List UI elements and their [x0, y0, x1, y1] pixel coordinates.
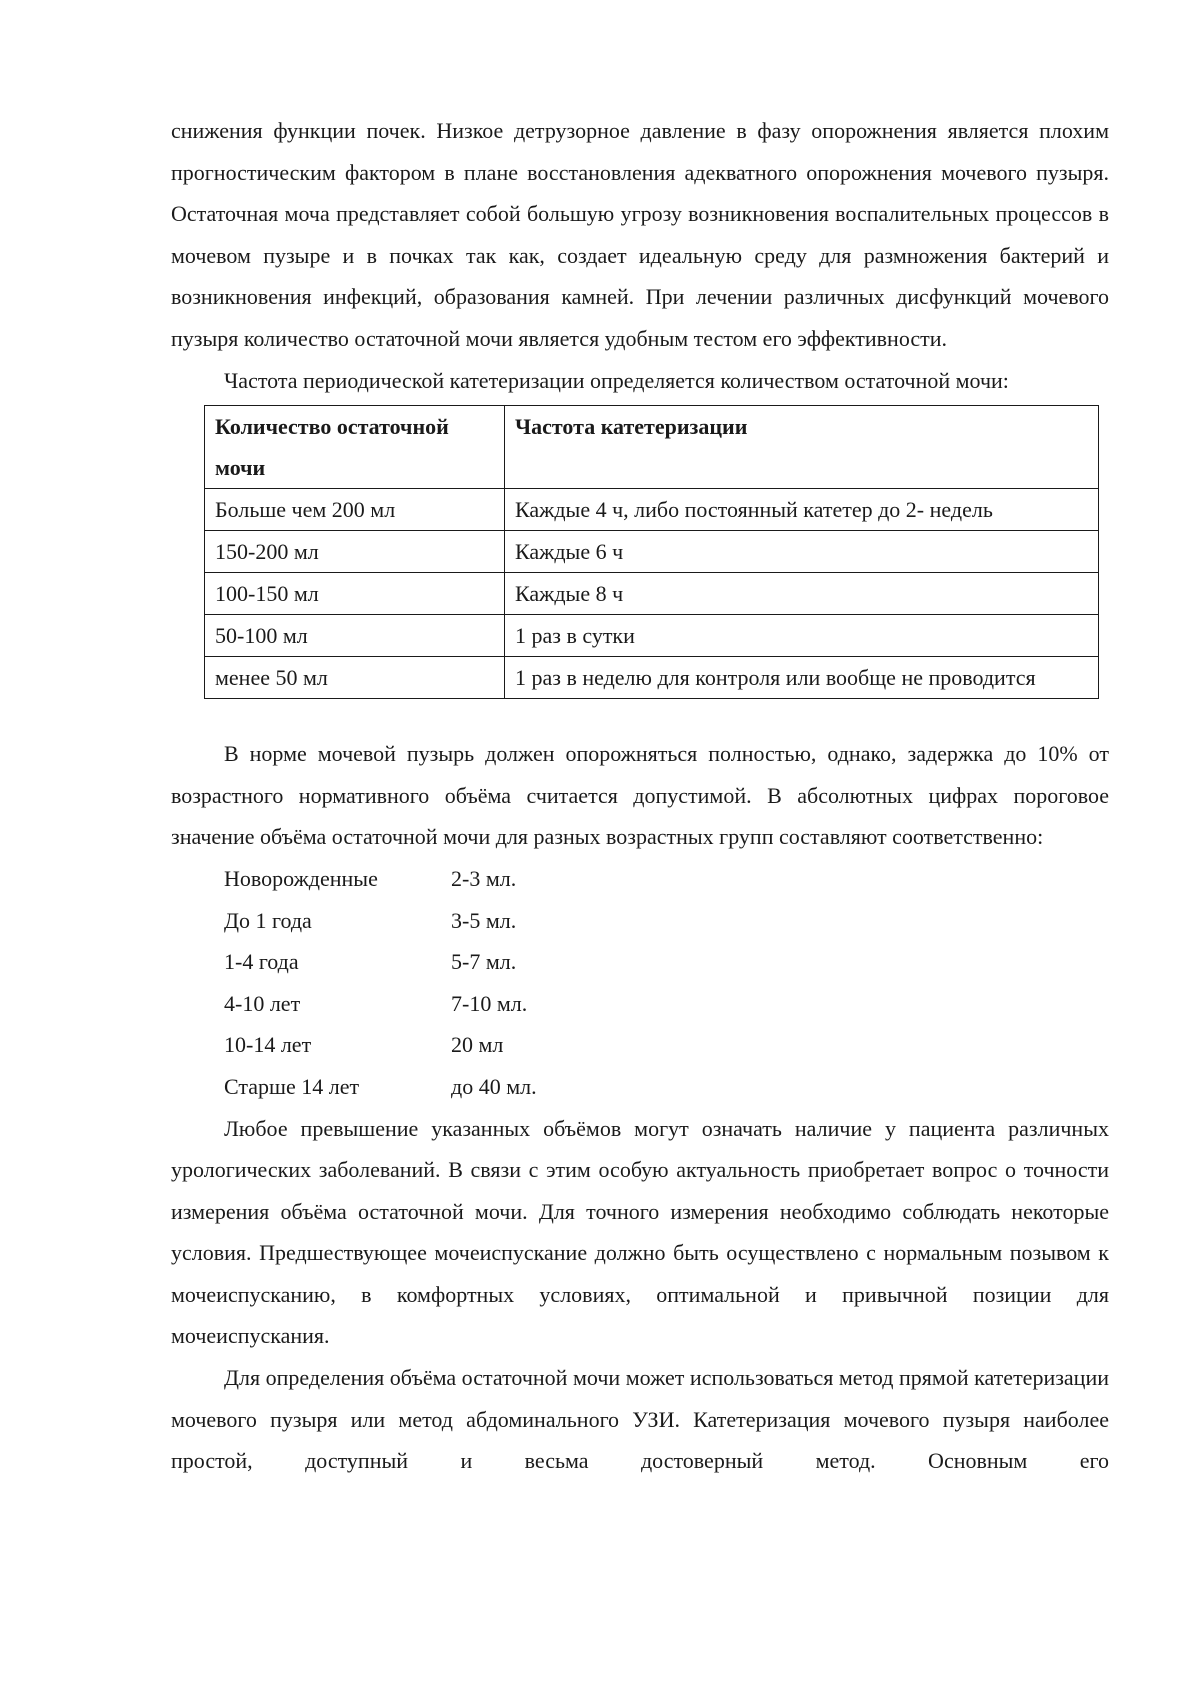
table-row — [205, 531, 1099, 573]
table-cell-frequency: Каждые 8 ч — [505, 573, 1099, 615]
age-group-volume: 2-3 мл. — [451, 865, 517, 891]
table-cell-volume: 50-100 мл — [205, 615, 505, 657]
age-group-label: Старше 14 лет — [224, 1073, 360, 1099]
catheterization-table — [204, 405, 1099, 699]
table-cell-frequency: Каждые 4 ч, либо постоянный катетер до 2- недель — [505, 489, 1099, 531]
age-norms-list — [224, 858, 1109, 1108]
age-group-label: До 1 года — [224, 907, 312, 933]
table-row — [205, 489, 1099, 531]
table-row — [205, 615, 1099, 657]
age-group-volume: 5-7 мл. — [451, 949, 517, 975]
age-group-label: 4-10 лет — [224, 990, 301, 1016]
table-row — [205, 657, 1099, 699]
paragraph-kidney-function: снижения функции почек. Низкое детрузорное давление в фазу опорожнения является плохим прогностическим фактором в плане восстановления адекватного опорожнения мочевого пузыря. Остаточная моча представляет собой большую угрозу возникновения воспалительных процессов в мочевом пузыре и в почках так как, создает идеальную среду для размножения бактерий и возникновения инфекций, образования камней. При лечении различных дисфункций мочевого пузыря количество остаточной мочи является удобным тестом его эффективности. — [171, 118, 1109, 351]
table-cell-volume: Больше чем 200 мл — [205, 489, 505, 531]
table-header-row — [205, 406, 1099, 489]
table-header-residual-volume: Количество остаточной мочи — [205, 406, 505, 489]
paragraph-volume-excess: Любое превышение указанных объёмов могут означать наличие у пациента различных урологических заболеваний. В связи с этим особую актуальность приобретает вопрос о точности измерения объёма остаточной мочи. Для точного измерения необходимо соблюдать некоторые условия. Предшествующее мочеиспускание должно быть осуществлено с нормальным позывом к мочеиспусканию, в комфортных условиях, оптимальной и привычной позиции для мочеиспускания. — [171, 1115, 1109, 1349]
document-page — [171, 110, 1109, 1482]
list-item — [224, 1024, 1109, 1066]
age-group-volume: до 40 мл. — [451, 1073, 537, 1099]
paragraph-catheterization-intro: Частота периодической катетеризации определяется количеством остаточной мочи: — [224, 367, 1009, 393]
age-group-label: 10-14 лет — [224, 1032, 312, 1058]
age-group-volume: 3-5 мл. — [451, 907, 517, 933]
age-group-volume: 7-10 мл. — [451, 990, 528, 1016]
table-cell-frequency: 1 раз в сутки — [505, 615, 1099, 657]
age-group-label: Новорожденные — [224, 865, 378, 891]
list-item — [224, 858, 1109, 900]
paragraph-measurement-methods: Для определения объёма остаточной мочи может использоваться метод прямой катетеризации мочевого пузыря или метод абдоминального УЗИ. Катетеризация мочевого пузыря наиболее простой, доступный и весьма достоверный метод. Основным его — [171, 1365, 1109, 1474]
table-cell-volume: менее 50 мл — [205, 657, 505, 699]
list-item — [224, 983, 1109, 1025]
paragraph-normal-emptying: В норме мочевой пузырь должен опорожняться полностью, однако, задержка до 10% от возрастного нормативного объёма считается допустимой. В абсолютных цифрах пороговое значение объёма остаточной мочи для разных возрастных групп составляют соответственно: — [171, 741, 1109, 850]
age-group-volume: 20 мл — [451, 1032, 504, 1058]
list-item — [224, 941, 1109, 983]
table-cell-volume: 150-200 мл — [205, 531, 505, 573]
table-row — [205, 573, 1099, 615]
list-item — [224, 1066, 1109, 1108]
table-header-frequency: Частота катетеризации — [505, 406, 1099, 489]
list-item — [224, 900, 1109, 942]
table-cell-frequency: Каждые 6 ч — [505, 531, 1099, 573]
table-cell-frequency: 1 раз в неделю для контроля или вообще не проводится — [505, 657, 1099, 699]
table-cell-volume: 100-150 мл — [205, 573, 505, 615]
age-group-label: 1-4 года — [224, 949, 299, 975]
